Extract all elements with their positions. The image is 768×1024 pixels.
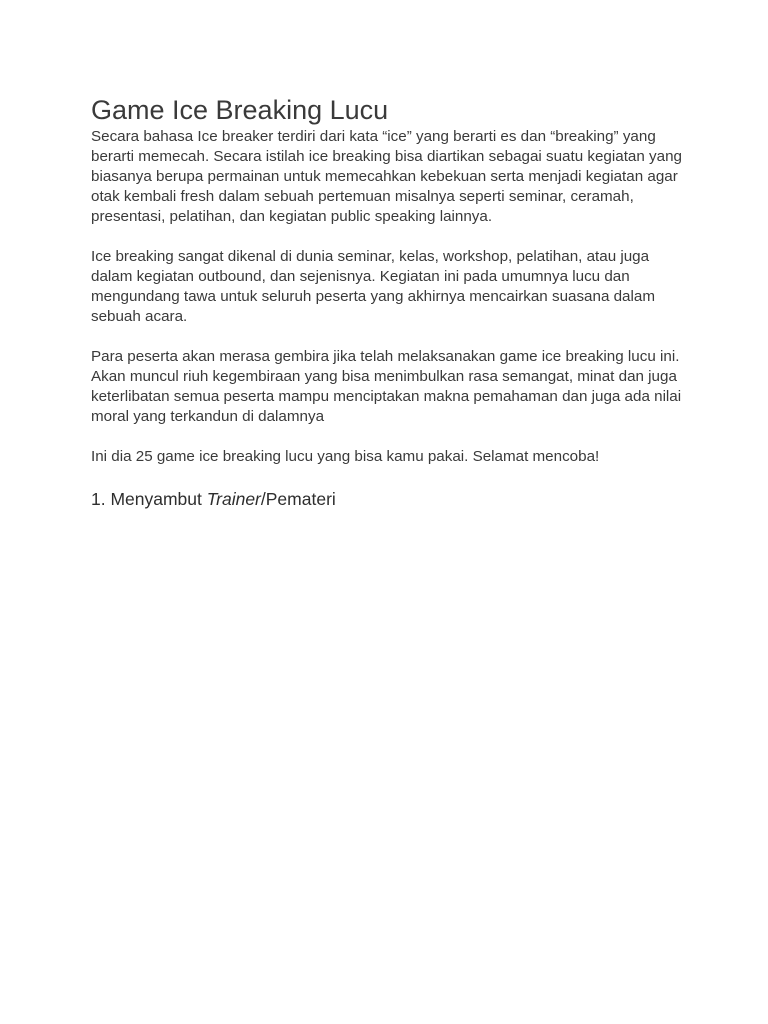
section-heading-suffix: /Pemateri: [260, 489, 336, 509]
paragraph-closing: Ini dia 25 game ice breaking lucu yang bisa kamu pakai. Selamat mencoba!: [91, 448, 600, 465]
paragraph-benefits: Para peserta akan merasa gembira jika telah melaksanakan game ice breaking lucu ini. Akan muncul riuh kegembiraan yang bisa menimbulkan rasa semangat, minat dan juga keterlibatan semua peserta mampu menciptakan makna pemahaman dan juga ada nilai moral yang terkandun di dalamnya: [91, 348, 682, 425]
section-heading-prefix: 1. Menyambut: [91, 489, 207, 509]
section-heading: [91, 487, 691, 511]
section-heading-italic: Trainer: [206, 489, 261, 509]
paragraph-intro: Secara bahasa Ice breaker terdiri dari kata “ice” yang berarti es dan “breaking” yang berarti memecah. Secara istilah ice breaking bisa diartikan sebagai suatu kegiatan yang biasanya berupa permainan untuk memecahkan kebekuan serta menjadi kegiatan agar otak kembali fresh dalam sebuah pertemuan misalnya seperti seminar, ceramah, presentasi, pelatihan, dan kegiatan public speaking lainnya.: [91, 128, 682, 225]
document-page: [91, 93, 691, 511]
document-title: Game Ice Breaking Lucu: [91, 95, 389, 125]
paragraph-context: Ice breaking sangat dikenal di dunia seminar, kelas, workshop, pelatihan, atau juga dalam kegiatan outbound, dan sejenisnya. Kegiatan ini pada umumnya lucu dan mengundang tawa untuk seluruh peserta yang akhirnya mencairkan suasana dalam sebuah acara.: [91, 248, 655, 325]
